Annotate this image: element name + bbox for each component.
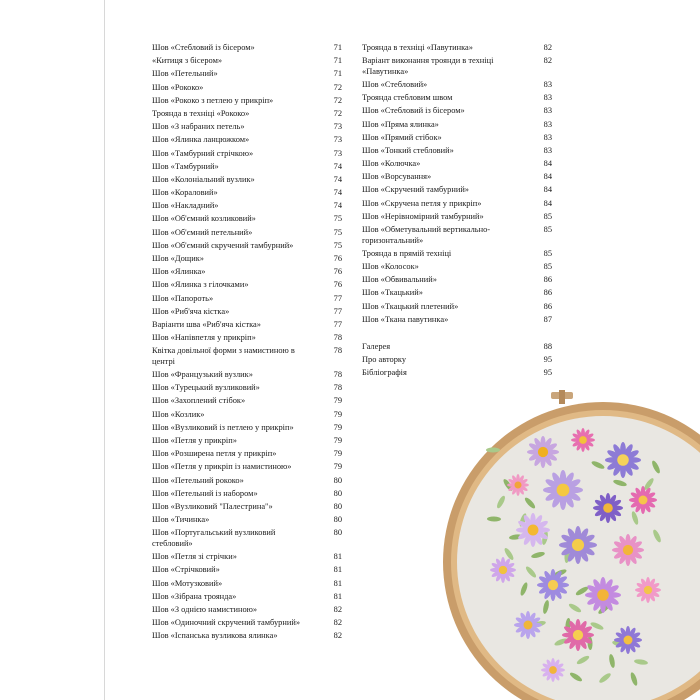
toc-entry-title: Шов «Стебловий із бісером» — [362, 106, 465, 116]
toc-entry-page: 79 — [333, 462, 342, 472]
toc-entry — [152, 370, 342, 381]
toc-entry — [362, 106, 552, 117]
toc-entry-title: Шов «Одиночний скручений тамбурний» — [152, 618, 301, 628]
toc-entry-page: 76 — [333, 267, 342, 277]
toc-entry-page: 77 — [333, 319, 342, 329]
toc-entry-title: Троянда стебловим швом — [362, 93, 453, 103]
toc-entry-title: Шов «Колючка» — [362, 159, 421, 169]
toc-entry-page: 85 — [543, 262, 552, 271]
toc-entry — [152, 122, 342, 133]
toc-entry-page: 76 — [333, 254, 342, 263]
toc-entry-title: Шов «Об'ємний скручений тамбурний» — [152, 240, 294, 250]
toc-entry — [152, 476, 342, 487]
toc-entry-page: 82 — [543, 43, 552, 52]
toc-entry-title: Варіанти шва «Риб'яча кістка» — [152, 319, 261, 329]
toc-entry — [362, 355, 552, 366]
toc-entry — [152, 188, 342, 199]
toc-entry — [152, 502, 342, 513]
toc-entry-page: 76 — [333, 280, 342, 290]
toc-entry — [152, 96, 342, 107]
toc-entry — [152, 241, 342, 252]
toc-entry-page: 75 — [333, 227, 342, 237]
toc-column-left — [152, 43, 342, 644]
embroidery-hoop-image — [433, 390, 700, 700]
toc-entry — [362, 342, 552, 353]
toc-entry — [362, 185, 552, 196]
toc-entry — [152, 109, 342, 120]
page-fold-line — [104, 0, 105, 700]
toc-entry-page: 84 — [543, 159, 552, 169]
toc-entry-page: 86 — [543, 288, 552, 298]
toc-entry — [362, 120, 552, 131]
toc-entry-page: 82 — [333, 618, 342, 628]
toc-entry-page: 82 — [543, 56, 552, 66]
toc-entry-title: Шов «Скручена петля у прикріп» — [362, 198, 482, 208]
toc-entry-title: Троянда в техніці «Павутинка» — [362, 43, 473, 52]
toc-entry — [152, 280, 342, 291]
toc-entry — [152, 436, 342, 447]
toc-entry-title: Шов «Петля у прикріп із намистиною» — [152, 462, 292, 472]
toc-entry-title: Шов «Накладний» — [152, 201, 219, 211]
toc-entry-title: Троянда в техніці «Рококо» — [152, 108, 250, 118]
toc-entry — [152, 320, 342, 331]
toc-entry-title: Шов «Колоніальний вузлик» — [152, 174, 255, 184]
toc-entry — [152, 254, 342, 265]
toc-entry-page: 75 — [333, 240, 342, 250]
toc-entry-title: Шов «Папороть» — [152, 293, 214, 303]
toc-entry-title: Шов «Зібрана троянда» — [152, 591, 237, 601]
toc-entry-page: 71 — [333, 43, 342, 52]
toc-entry-title: Шов «Захоплений стібок» — [152, 396, 246, 406]
toc-entry-page: 95 — [543, 368, 552, 378]
toc-entry — [362, 249, 552, 260]
toc-entry-title: Шов «Петельний» — [152, 69, 218, 79]
toc-entry — [152, 294, 342, 305]
toc-entry-page: 83 — [543, 132, 552, 142]
toc-entry-page: 79 — [333, 409, 342, 419]
toc-entry — [152, 410, 342, 421]
toc-entry — [362, 199, 552, 210]
toc-entry-title: Шов «Кораловий» — [152, 188, 218, 198]
toc-entry — [362, 93, 552, 104]
toc-entry-page: 73 — [333, 135, 342, 145]
toc-entry-page: 83 — [543, 119, 552, 129]
toc-entry — [362, 275, 552, 286]
toc-entry — [152, 579, 342, 590]
toc-entry-page: 73 — [333, 148, 342, 158]
toc-entry-page: 83 — [543, 106, 552, 116]
toc-entry — [362, 56, 552, 77]
toc-entry-page: 74 — [333, 174, 342, 184]
toc-entry-title: Шов «Португальський вузликовий стебловий» — [152, 528, 276, 548]
toc-entry-title: Шов «Обвивальний» — [362, 275, 437, 285]
toc-entry — [152, 267, 342, 278]
toc-entry-page: 71 — [333, 56, 342, 66]
toc-entry — [152, 83, 342, 94]
toc-entry-title: Шов «Ворсування» — [362, 172, 432, 182]
toc-entry — [362, 146, 552, 157]
toc-entry — [362, 212, 552, 223]
toc-entry-title: Троянда в прямій техніці — [362, 248, 452, 258]
toc-entry-page: 95 — [543, 355, 552, 365]
toc-entry — [152, 618, 342, 629]
toc-entry-page: 74 — [333, 188, 342, 198]
toc-entry-title: Шов «Тамбурний» — [152, 161, 219, 171]
toc-entry — [152, 149, 342, 160]
toc-entry — [362, 315, 552, 326]
toc-entry-page: 80 — [333, 475, 342, 485]
toc-entry-title: Шов «Французький вузлик» — [152, 370, 253, 380]
toc-entry — [152, 135, 342, 146]
toc-entry-title: Шов «Ткана павутинка» — [362, 314, 449, 324]
toc-entry-title: Шов «Об'ємний петельний» — [152, 227, 253, 237]
toc-entry-page: 80 — [333, 501, 342, 511]
toc-entry-page: 74 — [333, 201, 342, 211]
toc-entry-title: Шов «Обметувальний вертикально-горизонтальний» — [362, 225, 491, 245]
toc-entry-page: 82 — [333, 631, 342, 641]
toc-entry-title: Шов «Пряма ялинка» — [362, 119, 439, 129]
toc-entry-page: 84 — [543, 172, 552, 182]
toc-entry-page: 79 — [333, 422, 342, 432]
toc-entry-title: Шов «З однією намистиною» — [152, 604, 258, 614]
toc-entry-page: 88 — [543, 341, 552, 351]
toc-entry-title: Шов «Тонкий стебловий» — [362, 145, 454, 155]
toc-entry-title: Шов «Петля у прикріп» — [152, 436, 237, 446]
toc-entry-title: Шов «З набраних петель» — [152, 122, 245, 132]
toc-entry — [152, 631, 342, 642]
toc-entry — [152, 592, 342, 603]
toc-entry-title: Шов «Тичинка» — [152, 515, 210, 525]
toc-entry-page: 80 — [333, 528, 342, 538]
toc-entry-title: «Китиця з бісером» — [152, 56, 223, 66]
toc-entry-page: 84 — [543, 185, 552, 195]
toc-entry-title: Шов «Скручений тамбурний» — [362, 185, 469, 195]
toc-entry-page: 81 — [333, 565, 342, 575]
toc-entry-title: Шов «Колосок» — [362, 262, 419, 271]
toc-entry-title: Шов «Ялинка ланцюжком» — [152, 135, 250, 145]
toc-entry-page: 83 — [543, 79, 552, 89]
toc-entry-page: 72 — [333, 108, 342, 118]
toc-entry — [152, 228, 342, 239]
toc-entry-page: 73 — [333, 122, 342, 132]
toc-entry-title: Шов «Об'ємний козликовий» — [152, 214, 256, 224]
toc-entry — [362, 262, 552, 273]
toc-entry-page: 71 — [333, 69, 342, 79]
toc-entry-page: 82 — [333, 604, 342, 614]
toc-entry-page: 72 — [333, 82, 342, 92]
toc-entry-title: Шов «Напівпетля у прикріп» — [152, 333, 256, 343]
toc-entry — [152, 462, 342, 473]
toc-entry-page: 86 — [543, 275, 552, 285]
toc-entry-page: 77 — [333, 306, 342, 316]
toc-entry-page: 77 — [333, 293, 342, 303]
toc-entry-page: 78 — [333, 383, 342, 393]
toc-entry — [152, 346, 342, 367]
toc-entry — [152, 605, 342, 616]
toc-entry-title: Шов «Вузликовий "Палестрина"» — [152, 501, 273, 511]
toc-entry-page: 84 — [543, 198, 552, 208]
toc-entry-title: Квітка довільної форми з намистиною в центрі — [152, 346, 295, 366]
toc-entry-title: Шов «Мотузковий» — [152, 578, 223, 588]
toc-entry — [362, 133, 552, 144]
toc-entry-page: 72 — [333, 95, 342, 105]
toc-entry — [152, 396, 342, 407]
toc-entry-page: 78 — [333, 370, 342, 380]
toc-entry-title: Шов «Тамбурний стрічкою» — [152, 148, 254, 158]
toc-entry-page: 79 — [333, 436, 342, 446]
toc-entry-page: 85 — [543, 225, 552, 235]
toc-entry — [152, 552, 342, 563]
toc-entry-title: Шов «Петельний із набором» — [152, 488, 258, 498]
toc-entry-title: Шов «Стебловий із бісером» — [152, 43, 255, 52]
toc-entry — [152, 528, 342, 549]
toc-entry-page: 85 — [543, 211, 552, 221]
toc-entry-title: Шов «Петля зі стрічки» — [152, 552, 237, 562]
toc-entry — [362, 43, 552, 54]
toc-entry — [362, 225, 552, 246]
toc-entry — [152, 307, 342, 318]
toc-entry — [362, 172, 552, 183]
toc-entry-title: Шов «Розширена петля у прикріп» — [152, 449, 277, 459]
toc-entry-page: 78 — [333, 346, 342, 356]
toc-entry — [152, 69, 342, 80]
toc-entry-page: 80 — [333, 488, 342, 498]
toc-entry-title: Шов «Стрічковий» — [152, 565, 220, 575]
toc-entry-title: Бібліографія — [362, 368, 407, 378]
toc-entry-title: Шов «Рококо з петлею у прикріп» — [152, 95, 274, 105]
toc-entry — [152, 201, 342, 212]
toc-entry — [152, 56, 342, 67]
toc-entry-title: Варіант виконання троянди в техніці «Павутинка» — [362, 56, 494, 76]
toc-entry-title: Шов «Рококо» — [152, 82, 204, 92]
toc-entry-page: 87 — [543, 314, 552, 324]
toc-column-right — [362, 43, 552, 382]
toc-entry — [152, 423, 342, 434]
toc-entry-title: Шов «Стебловий» — [362, 79, 428, 89]
toc-entry-page: 83 — [543, 145, 552, 155]
toc-entry — [362, 302, 552, 313]
toc-entry-page: 78 — [333, 333, 342, 343]
toc-entry-title: Про авторку — [362, 355, 407, 365]
toc-entry-title: Шов «Прямий стібок» — [362, 132, 442, 142]
toc-entry-title: Шов «Нерівномірний тамбурний» — [362, 211, 484, 221]
toc-entry-title: Шов «Козлик» — [152, 409, 205, 419]
toc-entry-title: Шов «Іспанська вузликова ялинка» — [152, 631, 278, 641]
toc-entry-page: 74 — [333, 161, 342, 171]
toc-entry — [362, 288, 552, 299]
toc-entry — [152, 333, 342, 344]
toc-entry — [152, 489, 342, 500]
toc-entry-title: Шов «Ткацький плетений» — [362, 301, 459, 311]
toc-entry-page: 81 — [333, 552, 342, 562]
toc-entry-title: Шов «Вузликовий із петлею у прикріп» — [152, 422, 294, 432]
toc-entry-title: Шов «Ялинка» — [152, 267, 206, 277]
toc-entry-page: 81 — [333, 578, 342, 588]
toc-entry-title: Шов «Ялинка з гілочками» — [152, 280, 249, 290]
toc-entry-page: 79 — [333, 449, 342, 459]
toc-entry — [152, 515, 342, 526]
toc-entry — [362, 80, 552, 91]
toc-entry-page: 81 — [333, 591, 342, 601]
toc-entry — [362, 159, 552, 170]
toc-entry-title: Шов «Дощик» — [152, 254, 204, 263]
toc-entry-title: Шов «Турецький вузликовий» — [152, 383, 260, 393]
toc-entry — [152, 43, 342, 54]
toc-entry — [152, 383, 342, 394]
toc-entry — [152, 175, 342, 186]
toc-entry-title: Шов «Петельний рококо» — [152, 475, 244, 485]
toc-entry-page: 80 — [333, 515, 342, 525]
toc-entry — [152, 565, 342, 576]
toc-entry-title: Галерея — [362, 341, 391, 351]
toc-entry-page: 86 — [543, 301, 552, 311]
toc-entry-page: 75 — [333, 214, 342, 224]
toc-entry-page: 83 — [543, 93, 552, 103]
toc-entry — [152, 214, 342, 225]
toc-entry — [152, 162, 342, 173]
toc-entry — [152, 449, 342, 460]
toc-entry-title: Шов «Риб'яча кістка» — [152, 306, 230, 316]
toc-entry-page: 79 — [333, 396, 342, 406]
toc-entry — [362, 368, 552, 379]
toc-entry-title: Шов «Ткацький» — [362, 288, 423, 298]
toc-entry-page: 85 — [543, 248, 552, 258]
